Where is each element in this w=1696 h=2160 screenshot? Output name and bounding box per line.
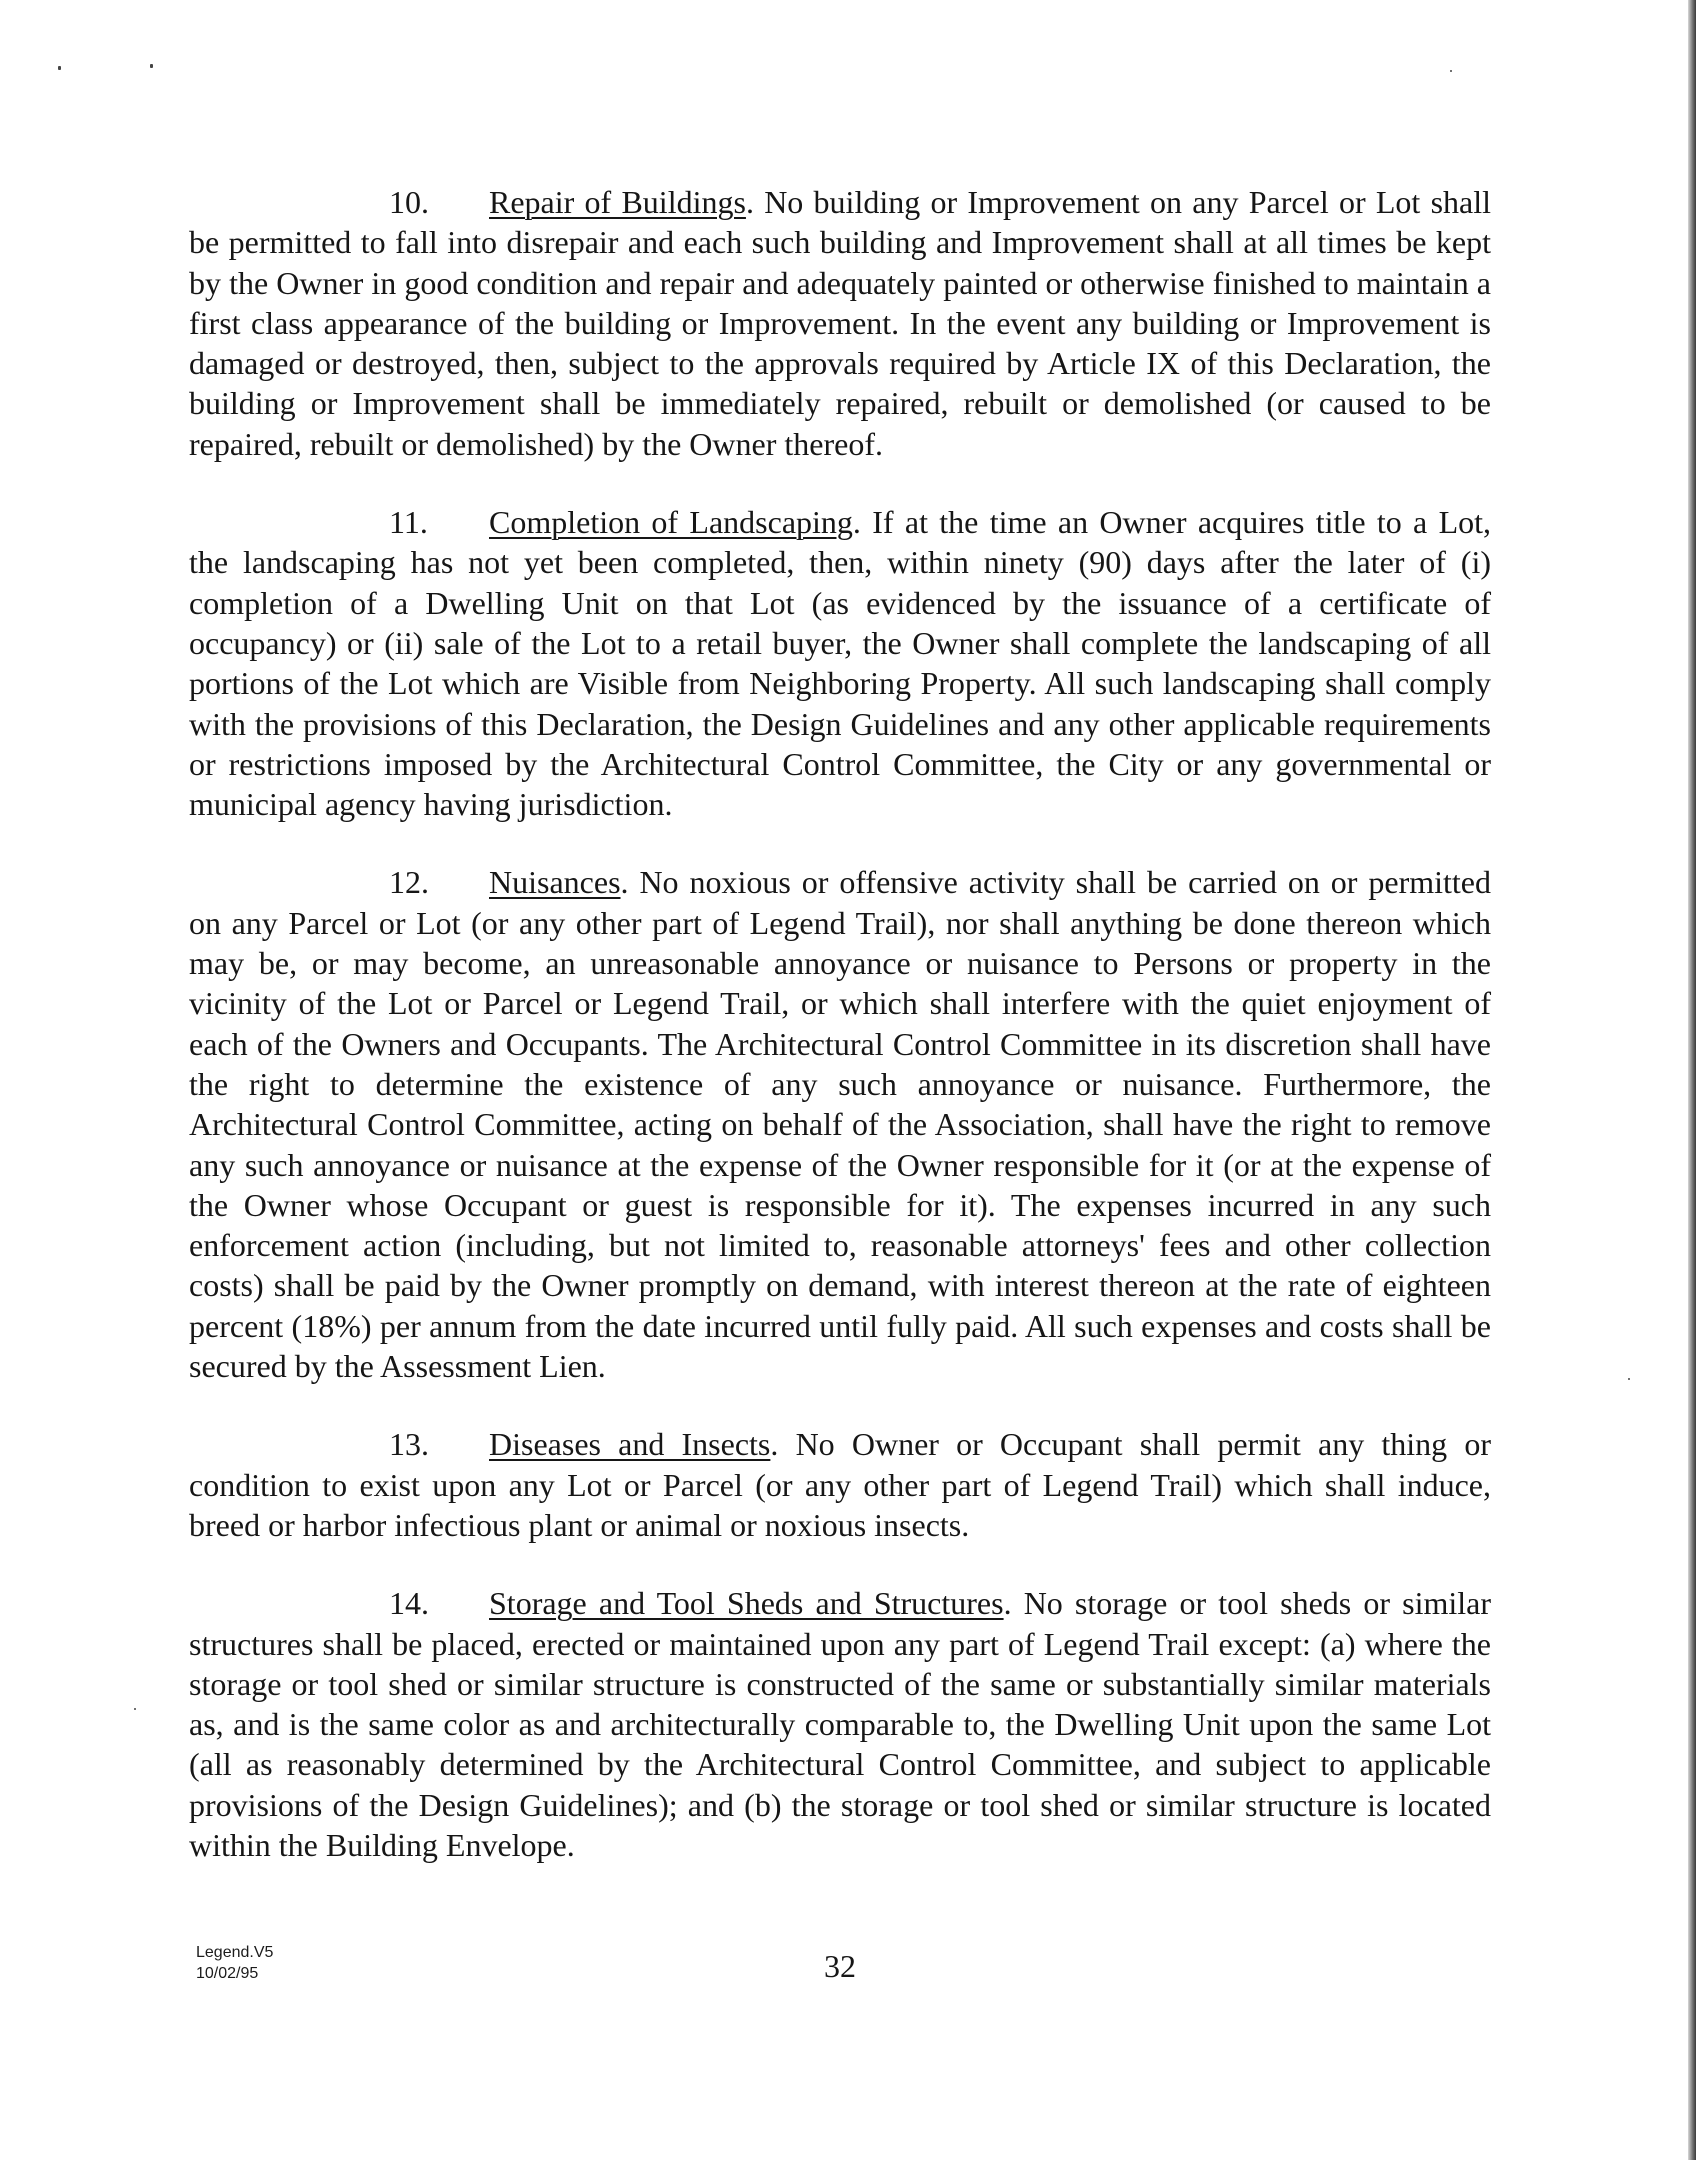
page-number: 32	[824, 1948, 856, 1984]
section-14	[189, 1583, 1491, 1865]
section-paragraph	[189, 862, 1491, 1386]
section-10	[189, 182, 1491, 464]
section-text: . If at the time an Owner acquires title to a Lot, the landscaping has not yet been completed, then, within ninety (90) days after the later of (i) completion of a Dwelling Unit on that Lot (as evidenced by the issuance of a certificate of occupancy) or (ii) sale of the Lot to a retail buyer, the Owner shall complete the landscaping of all portions of the Lot which are Visible from Neighboring Property. All such landscaping shall comply with the provisions of this Declaration, the Design Guidelines and any other applicable requirements or restrictions imposed by the Architectural Control Committee, the City or any governmental or municipal agency having jurisdiction.	[189, 504, 1492, 823]
document-body	[189, 182, 1491, 1903]
section-number: 12.	[389, 864, 429, 901]
section-11	[189, 502, 1491, 824]
section-paragraph	[189, 182, 1491, 464]
footer-doc-version: Legend.V5	[196, 1944, 274, 1961]
scan-speck	[1628, 1378, 1630, 1380]
section-number: 13.	[389, 1426, 429, 1463]
scan-speck	[1450, 70, 1452, 72]
section-heading: Repair of Buildings	[489, 184, 746, 220]
scan-speck	[58, 66, 61, 70]
section-paragraph	[189, 1583, 1491, 1865]
section-text: . No Owner or Occupant shall permit any thing or condition to exist upon any Lot or Parcel (or any other part of Legend Trail) which shall induce, breed or harbor infectious plant or animal or noxious insects.	[189, 1426, 1492, 1543]
footer-document-id	[196, 1942, 273, 1984]
section-heading: Completion of Landscaping	[489, 504, 853, 541]
section-number: 14.	[389, 1585, 429, 1622]
section-heading: Diseases and Insects	[489, 1426, 771, 1463]
section-text: . No noxious or offensive activity shall be carried on or permitted on any Parcel or Lot (or any other part of Legend Trail), nor shall anything be done thereon which may be, or may become, an unreasonable annoyance or nuisance to Persons or property in the vicinity of the Lot or Parcel or Legend Trail, or which shall interfere with the quiet enjoyment of each of the Owners and Occupants. The Architectural Control Committee in its discretion shall have the right to determine the existence of any such annoyance or nuisance. Furthermore, the Architectural Control Committee, acting on behalf of the Association, shall have the right to remove any such annoyance or nuisance at the expense of the Owner responsible for it (or at the expense of the Owner whose Occupant or guest is responsible for it). The expenses incurred in any such enforcement action (including, but not limited to, reasonable attorneys' fees and other collection costs) shall be paid by the Owner promptly on demand, with interest thereon at the rate of eighteen percent (18%) per annum from the date incurred until fully paid. All such expenses and costs shall be secured by the Assessment Lien.	[189, 864, 1491, 1385]
footer-doc-date: 10/02/95	[196, 1965, 259, 1982]
section-number: 10.	[389, 184, 429, 220]
section-paragraph	[189, 1424, 1491, 1545]
section-heading: Storage and Tool Sheds and Structures	[489, 1585, 1004, 1622]
section-paragraph	[189, 502, 1491, 824]
section-13	[189, 1424, 1491, 1545]
scan-speck	[150, 64, 153, 68]
scan-speck	[134, 1708, 136, 1710]
scan-edge-shadow	[1688, 0, 1696, 2160]
section-number: 11.	[389, 504, 428, 541]
section-12	[189, 862, 1491, 1386]
section-text: . No storage or tool sheds or similar structures shall be placed, erected or maintained upon any part of Legend Trail except: (a) where the storage or tool shed or similar structure is constructed of the same or substantially similar materials as, and is the same color as and architecturally comparable to, the Dwelling Unit upon the same Lot (all as reasonably determined by the Architectural Control Committee, and subject to applicable provisions of the Design Guidelines); and (b) the storage or tool shed or similar structure is located within the Building Envelope.	[189, 1585, 1492, 1863]
section-text: . No building or Improvement on any Parcel or Lot shall be permitted to fall into disrepair and each such building and Improvement shall at all times be kept by the Owner in good condition and repair and adequately painted or otherwise finished to maintain a first class appearance of the building or Improvement. In the event any building or Improvement is damaged or destroyed, then, subject to the approvals required by Article IX of this Declaration, the building or Improvement shall be immediately repaired, rebuilt or demolished (or caused to be repaired, rebuilt or demolished) by the Owner thereof.	[189, 184, 1492, 462]
section-heading: Nuisances	[489, 864, 621, 901]
